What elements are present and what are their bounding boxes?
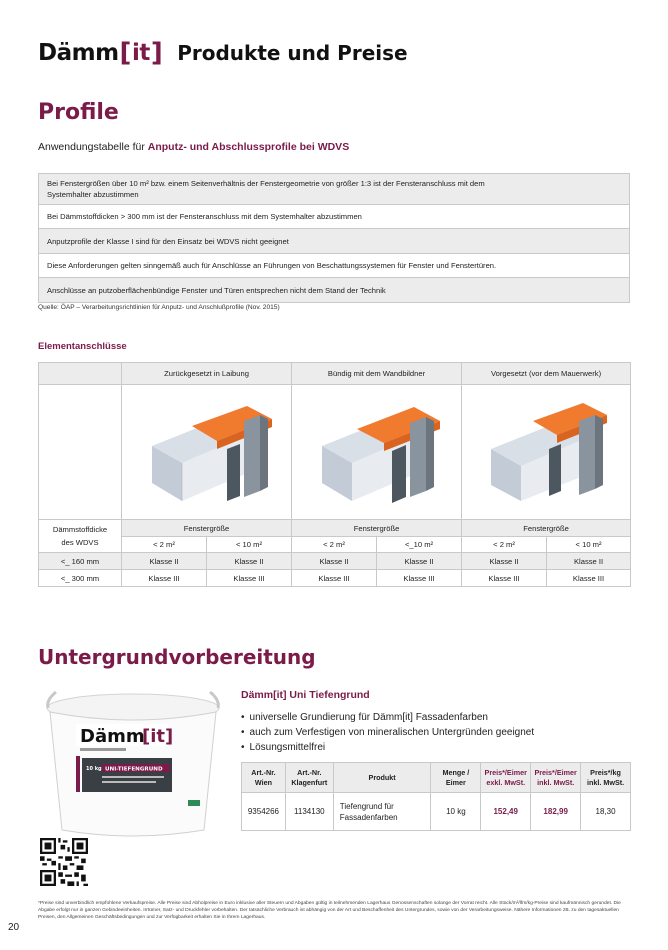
group-label: Fenstergröße — [462, 520, 631, 537]
svg-text:Dämm: Dämm — [80, 726, 145, 747]
table-cell: < 10 m² — [207, 537, 292, 553]
table-cell: Klasse II — [292, 553, 377, 570]
table-cell: 182,99 — [531, 793, 581, 831]
wall-section-illustration — [132, 391, 282, 511]
table-cell: < 10 m² — [547, 537, 631, 553]
table-cell: 9354266 — [242, 793, 286, 831]
column-header: Bündig mit dem Wandbildner — [292, 363, 462, 385]
table-cell: Klasse III — [207, 570, 292, 587]
illustration-flush — [292, 385, 462, 520]
table-cell: Klasse III — [377, 570, 462, 587]
row-label: <_ 160 mm — [39, 553, 122, 570]
group-label: Fenstergröße — [122, 520, 292, 537]
row-label: <_ 300 mm — [39, 570, 122, 587]
product-title: Dämm[it] Uni Tiefengrund — [241, 689, 370, 701]
table-row — [39, 537, 631, 553]
svg-text:UNI-TIEFENGRUND: UNI-TIEFENGRUND — [105, 766, 163, 773]
profile-subtitle: Anwendungstabelle für Anputz- und Abschlussprofile bei WDVS — [38, 141, 350, 153]
table-cell: 1134130 — [285, 793, 333, 831]
table-cell: Bei Fenstergrößen über 10 m² bzw. einem Seitenverhältnis der Fenstergeometrie von größer 1:3 ist der Fensteranschluss mit dem Systemhalter abzustimmen — [39, 174, 630, 205]
list-item: • Lösungsmittelfrei — [241, 740, 534, 755]
table-row — [39, 570, 631, 587]
column-header: Menge / Eimer — [431, 763, 481, 793]
column-header: Vorgesetzt (vor dem Mauerwerk) — [462, 363, 631, 385]
section-heading-profile: Profile — [38, 100, 119, 125]
table-cell: Tiefengrund für Fassadenfarben — [333, 793, 431, 831]
table-cell: Klasse III — [462, 570, 547, 587]
table-cell: < 2 m² — [122, 537, 207, 553]
section-heading-untergrund: Untergrundvorbereitung — [38, 645, 316, 669]
table-cell: Klasse II — [122, 553, 207, 570]
page-number: 20 — [8, 922, 20, 933]
table-header-row — [242, 763, 631, 793]
svg-text:10 kg: 10 kg — [86, 766, 102, 772]
illustration-recessed — [122, 385, 292, 520]
page-header — [38, 38, 408, 68]
table-cell: Klasse III — [292, 570, 377, 587]
table-cell: Bei Dämmstoffdicken > 300 mm ist der Fensteranschluss mit dem Systemhalter abzustimmen — [39, 205, 630, 229]
price-table — [241, 762, 631, 831]
table-row — [39, 553, 631, 570]
column-header: Preis*/Eimer inkl. MwSt. — [531, 763, 581, 793]
profile-table — [38, 173, 630, 303]
column-header: Preis*/Eimer exkl. MwSt. — [481, 763, 531, 793]
row-label: Dämmstoffdicke des WDVS — [39, 520, 122, 553]
table-row — [39, 229, 630, 254]
brand-logo: Dämm [ it ] — [38, 38, 163, 68]
source-note: Quelle: ÖAP – Verarbeitungsrichtlinien für Anputz- und Anschlußprofile (Nov. 2015) — [38, 304, 280, 311]
list-item: • auch zum Verfestigen von mineralischen Untergründen geeignet — [241, 725, 534, 740]
table-cell: 18,30 — [581, 793, 631, 831]
column-header: Produkt — [333, 763, 431, 793]
table-cell: Anputzprofile der Klasse I sind für den Einsatz bei WDVS nicht geeignet — [39, 229, 630, 254]
table-cell: Klasse II — [377, 553, 462, 570]
table-row — [39, 520, 631, 537]
legal-footnote: *Preise sind unverbindlich empfohlene Verkaufspreise. Alle Preise sind Abholpreise in Euro inklusive aller Steuern und Abgaben gültig in teilnehmenden Lagerhaus Genossenschaften solange der Vorrat reicht. Alle Stück/m²/lfm/kg-Preise sind kaufmännisch gerundet. Die Abgabe erfolgt nur in ganzen Gebindeeinheiten. Irrtümer, Satz- und Druckfehler vorbehalten. Der tatsächliche Verbrauch ist abhängig von der Art und Beschaffenheit des Untergrundes, sowie von der Verarbeitungsweise. Nähere Informationen zB. zu den tagesaktuellen Preisen, den Allgemeinen Geschäftsbedingungen und zur Verfügbarkeit erhalten Sie in Ihrem Lagerhaus. — [38, 901, 621, 920]
qr-code[interactable] — [40, 838, 88, 886]
product-image-bucket — [38, 680, 228, 840]
bucket-illustration — [38, 680, 228, 840]
wall-section-illustration — [471, 391, 621, 511]
table-row — [39, 254, 630, 278]
table-cell: <_10 m² — [377, 537, 462, 553]
product-features — [241, 710, 534, 755]
table-cell: Klasse II — [207, 553, 292, 570]
table-cell: 152,49 — [481, 793, 531, 831]
elementanschluesse-table — [38, 362, 631, 587]
table-row — [39, 278, 630, 303]
list-item: • universelle Grundierung für Dämm[it] Fassadenfarben — [241, 710, 534, 725]
table-header-row — [39, 363, 631, 385]
column-header: Zurückgesetzt in Laibung — [122, 363, 292, 385]
column-header: Art.-Nr. Klagenfurt — [285, 763, 333, 793]
table-cell: Klasse III — [122, 570, 207, 587]
page-title: Produkte und Preise — [177, 41, 408, 65]
section-heading-elementanschluesse: Elementanschlüsse — [38, 341, 127, 352]
table-row — [39, 174, 630, 205]
group-label: Fenstergröße — [292, 520, 462, 537]
table-cell: Klasse II — [547, 553, 631, 570]
svg-text:[it]: [it] — [142, 726, 174, 747]
table-cell: Diese Anforderungen gelten sinngemäß auch für Anschlüsse an Führungen von Beschattungssystemen für Fenster und Fenstertüren. — [39, 254, 630, 278]
table-cell: < 2 m² — [292, 537, 377, 553]
table-cell: Klasse III — [547, 570, 631, 587]
table-cell: Klasse II — [462, 553, 547, 570]
column-header: Art.-Nr. Wien — [242, 763, 286, 793]
table-cell: 10 kg — [431, 793, 481, 831]
column-header: Preis*/kg inkl. MwSt. — [581, 763, 631, 793]
illustration-protruding — [462, 385, 631, 520]
table-row — [39, 205, 630, 229]
table-cell: < 2 m² — [462, 537, 547, 553]
illustration-row — [39, 385, 631, 520]
table-cell: Anschlüsse an putzoberflächenbündige Fenster und Türen entsprechen nicht dem Stand der Technik — [39, 278, 630, 303]
table-row — [242, 793, 631, 831]
wall-section-illustration — [302, 391, 452, 511]
